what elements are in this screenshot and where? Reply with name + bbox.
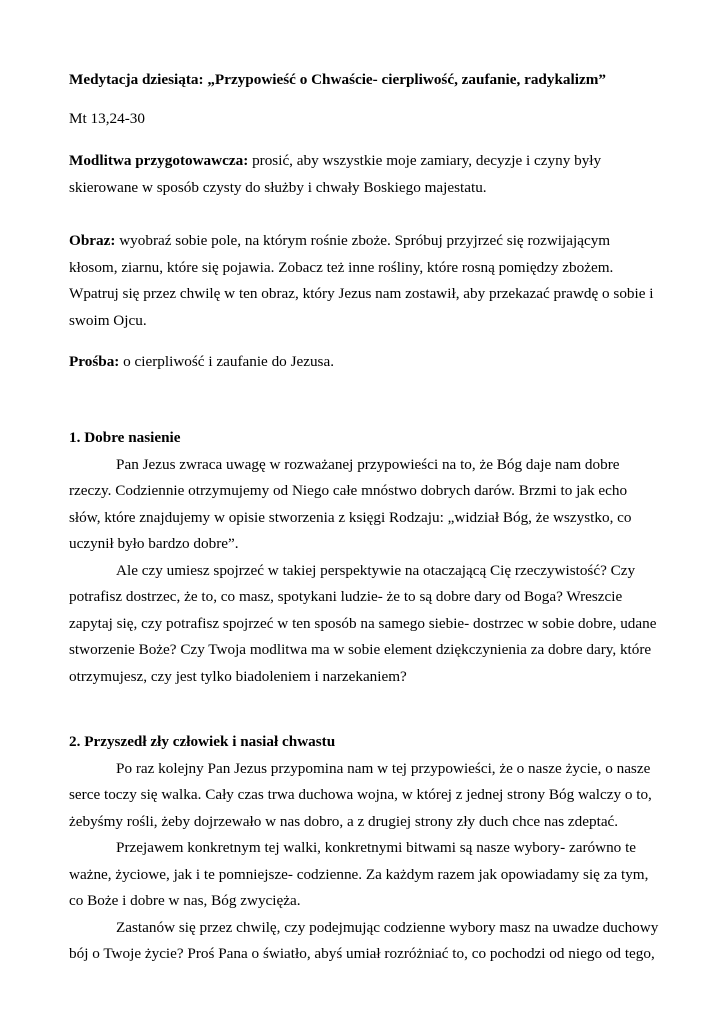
preparatory-prayer-text: prosić, aby wszystkie moje zamiary, decyzje i czyny były skierowane w sposób czysty do służby i chwały Boskiego majestatu. bbox=[69, 152, 602, 196]
document-title: Medytacja dziesiąta: „Przypowieść o Chwaście- cierpliwość, zaufanie, radykalizm” bbox=[69, 71, 606, 88]
image-text: wyobraź sobie pole, na którym rośnie zboże. Spróbuj przyjrzeć się rozwijającym kłosom, ziarnu, które się pojawia. Zobacz też inne rośliny, które rosną pomiędzy zbożem. Wpatruj się przez chwilę w ten obraz, który Jezus nam zostawił, aby przekazać prawdę o sobie i swoim Ojcu. bbox=[69, 232, 654, 329]
request-text: o cierpliwość i zaufanie do Jezusa. bbox=[119, 353, 335, 370]
section-paragraph: Zastanów się przez chwilę, czy podejmując codzienne wybory masz na uwadze duchowy bój o Twoje życie? Proś Pana o światło, abyś umiał rozróżniać to, co pochodzi od niego od tego, bbox=[69, 918, 659, 962]
section-heading: 1. Dobre nasienie bbox=[69, 429, 181, 446]
preparatory-prayer bbox=[69, 148, 659, 201]
section-paragraph: Przejawem konkretnym tej walki, konkretnymi bitwami są nasze wybory- zarówno te ważne, życiowe, jak i te pomniejsze- codzienne. Za każdym razem jak opowiadamy się za tym, co Boże i dobre w nas, Bóg zwycięża. bbox=[69, 839, 649, 909]
request-label: Prośba: bbox=[69, 353, 120, 370]
section-heading: 2. Przyszedł zły człowiek i nasiał chwastu bbox=[69, 733, 336, 750]
section-paragraph: Ale czy umiesz spojrzeć w takiej perspektywie na otaczającą Cię rzeczywistość? Czy potrafisz dostrzec, że to, co masz, spotykani ludzie- że to są dobre dary od Boga? Wreszcie zapytaj się, czy potrafisz spojrzeć w ten sposób na samego siebie- dostrzec w sobie dobre, udane stworzenie Boże? Czy Twoja modlitwa ma w sobie element dziękczynienia za dobre dary, które otrzymujesz, czy jest tylko biadoleniem i narzekaniem? bbox=[69, 561, 657, 685]
section-enemy-sowed-weeds bbox=[69, 729, 659, 968]
request-paragraph bbox=[69, 349, 659, 376]
scripture-reference: Mt 13,24-30 bbox=[69, 110, 145, 127]
image-paragraph bbox=[69, 228, 659, 334]
section-good-seed bbox=[69, 425, 659, 690]
preparatory-prayer-label: Modlitwa przygotowawcza: bbox=[69, 152, 249, 169]
section-paragraph: Pan Jezus zwraca uwagę w rozważanej przypowieści na to, że Bóg daje nam dobre rzeczy. Codziennie otrzymujemy od Niego całe mnóstwo dobrych darów. Brzmi to jak echo słów, które znajdujemy w opisie stworzenia z księgi Rodzaju: „widział Bóg, że wszystko, co uczynił było bardzo dobre”. bbox=[69, 455, 632, 552]
image-label: Obraz: bbox=[69, 232, 116, 249]
section-paragraph: Po raz kolejny Pan Jezus przypomina nam w tej przypowieści, że o nasze życie, o nasze serce toczy się walka. Cały czas trwa duchowa wojna, w której z jednej strony Bóg walczy o to, żebyśmy rośli, żeby dojrzewało w nas dobro, a z drugiej strony zły duch chce nas zdeptać. bbox=[69, 759, 652, 830]
